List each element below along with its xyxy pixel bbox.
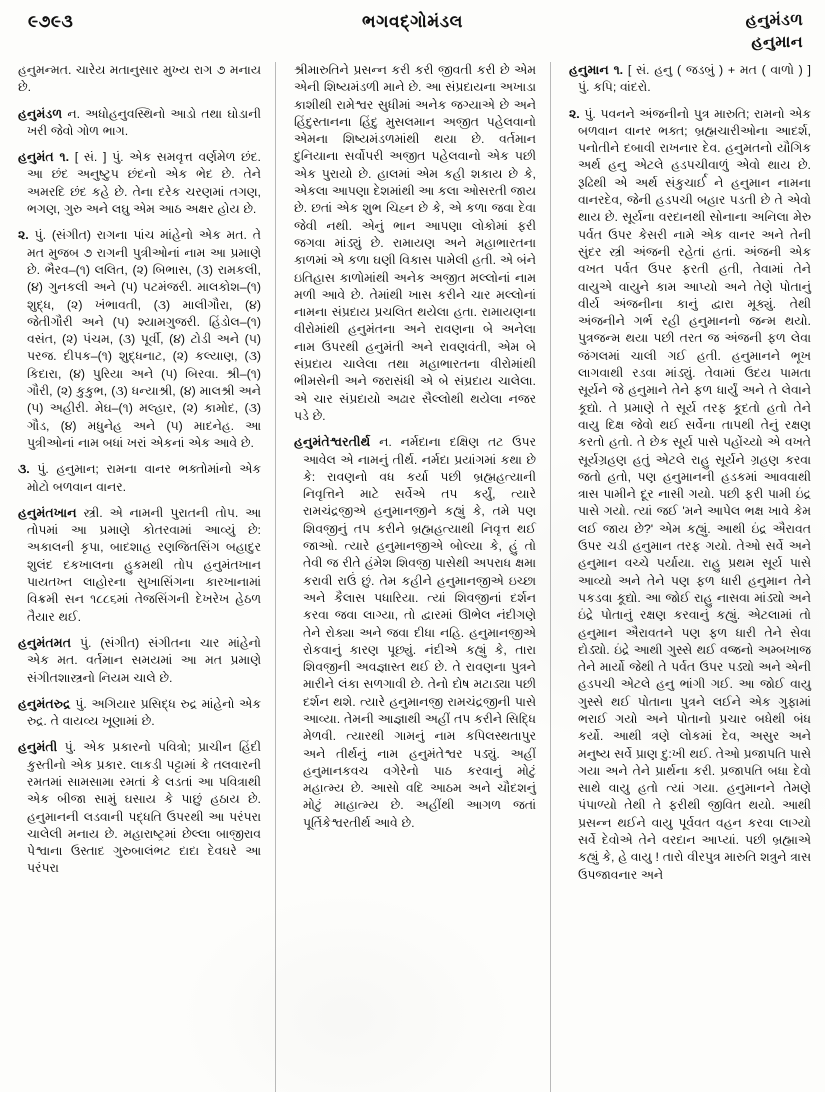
definition-text: અગિયાર પ્રસિદ્ધ રુદ્ર માંહેનો એક રુદ્ર. તે વાયવ્ય ખૂણામાં છે. <box>27 696 261 729</box>
headword: હનુમંડળ <box>18 106 63 121</box>
dictionary-entry <box>18 149 261 218</box>
definition-text: નર્મદાના દક્ષિણ તટ ઉપર આવેલ એ નામનું તીર્થ. નર્મદા પ્રયાંગમાં કથા છે કે: રાવણનો વધ કર્યા પછી બ્રહ્મહત્યાની નિવૃત્તિને માટે સર્વેએ તપ કર્યું, ત્યારે રામચંદ્રજીએ હનુમાનજીને કહ્યું કે, તમે પણ શિવજીનું તપ કરીને બ્રહ્મહત્યાથી નિવૃત્ત થઈ જાઓ. ત્યારે હનુમાનજીએ બોલ્યા કે, હું તો તેવી જ રીતે હંમેશ શિવજી પાસેથી અપરાધ ક્ષમા કરાવી રાઉં છું. તેમ કહીને હનુમાનજીએ ઇચ્છા અને કૈલાસ પધારિયા. ત્યાં શિવજીનાં દર્શન કરવા જવા લાગ્યા, તો દ્વારમાં ઊભેલ નંદીગણે તેને રોક્યા અને જવા દીધા નહિ. હનુમાનજીએ રોકવાનું કારણ પૂછ્યું. નંદીએ કહ્યું કે, તારા શિવજીની અવજ્ઞાસ્ત થઈ છે. તે રાવણના પુત્રને મારીને લંકા સળગાવી છે. તેનો દોષ મટાડ્યા પછી દર્શન થશે. ત્યારે હનુમાનજી રામચંદ્રજીની પાસે આવ્યા. તેમની આજ્ઞાથી અહીં તપ કરીને સિદ્ધિ મેળવી. ત્યારથી ગામનું નામ કપિલસ્થતાપુર અને તીર્થનું નામ હનુમંતેશ્વર પડ્યું. અહીં હનુમાનકવચ વગેરેનો પાઠ કરવાનું મોટું મહાત્મ્ય છે. આસો વદિ આઠમ અને ચૌદશનું મોટું માહાત્મ્ય છે. અહીંથી આગળ જતાં પૂર્તિકેશ્વરતીર્થ આવે છે. <box>303 435 536 830</box>
definition-text: એક પ્રકારનો પવિત્રો; પ્રાચીન હિંદી કુસ્તીનો એક પ્રકાર. લાકડી પટ્ટામાં કે તલવારની રમતમાં સામસામા રમતાં કે લડતાં આ પવિત્રાથી એક બીજા સામું ઘસાય કે પાછું હઠાય છે. હનુમાનની લડવાની પદ્ધતિ ઉપરથી આ પરંપરા ચાલેલી મનાય છે. મહારાષ્ટ્રમાં છેલ્લા બાજીરાવ પેશ્વાના ઉસ્તાદ ગુરુબાલંભટ દાદા દેવઘરે આ પરંપરા <box>27 740 261 876</box>
grammar-tag: પું. <box>34 228 47 243</box>
paragraph-continuation: હનુમન્મત. ચારેય મતાનુસાર મુખ્ય રાગ ૭ મનાય છે. <box>18 63 261 95</box>
dictionary-entry <box>18 739 261 877</box>
definition-text: એ નામની પુરાતની તોપ. આ તોપમાં આ પ્રમાણે કોતરવામાં આવ્યું છે: અકાલની કૃપા, બાદશાહ રણજિતસિંગ બહાદુર શુલંદ દકખાલના હુકમથી તોપ હનુમંતખાન પાયતખ્ત લાહોરના સુખાસિંગના કારખાનામાં વિક્રમી સન ૧૮૮૬માં તેજસિંગની દેખરેખ હેઠળ તૈયાર થઈ. <box>27 505 261 624</box>
subject-qualifier: (સંગીત) <box>100 635 140 650</box>
definition-text: અધોહનુવસ્થિનો આડો તથા ઘોડાની ખરી જેવો ગોળ ભાગ. <box>27 106 261 138</box>
definition-text: રાગના પાંચ માંહેનો એક મત. તે મત મુજબ ૭ રાગની પુત્રીઓનાં નામ આ પ્રમાણે છે. ભૈરવ–(૧) લલિત, (૨) બિભાસ, (૩) રામકલી, (૪) ગુનકલી અને (૫) પટમંજરી. માલકોશ–(૧) શુદ્ધ, (૨) ખંભાવતી, (૩) માલીગૌરા, (૪) જેતીગૌરી અને (૫) શ્યામગુજરી. હિંડોલ–(૧) વસંત, (૨) પંચમ, (૩) પૂર્વી, (૪) ટોડી અને (૫) પરજ. દીપક–(૧) શુદ્ધનાટ, (૨) કલ્યાણ, (૩) કિદારા, (૪) પુરિયા અને (૫) બિરવા. શ્રી–(૧) ગૌરી, (૨) કુકુભ, (૩) ધન્યાશ્રી, (૪) માલશ્રી અને (૫) અહીરી. મેઘ–(૧) મલ્હાર, (૨) કામોદ, (૩) ગૌડ, (૪) મધુનેહ અને (૫) માદનેહ. આ પુત્રીઓનાં નામ બધાં ખરાં એકનાં એક આવે છે. <box>27 228 261 450</box>
page-bottom-margin <box>0 1092 825 1106</box>
headword: હનુમંતી <box>18 740 58 755</box>
column-left <box>0 62 275 1102</box>
grammar-tag: પું. <box>37 462 49 477</box>
definition-text: એક સમવૃત્ત વર્ણમેળ છંદ. આ છંદ અનુષ્ટુપ છંદનો એક ભેદ છે. તેને અમરદિ છંદ કહે છે. તેના દરેક ચરણમાં તગણ, ભગણ, ગુરુ અને લઘુ એમ આઠ અક્ષર હોય છે. <box>27 150 262 217</box>
definition-text: સંગીતના ચાર માંહેનો એક મત. વર્તમાન સમયમાં આ મત પ્રમાણે સંગીતશાસ્ત્રનો નિયમ ચાલે છે. <box>27 635 262 685</box>
grammar-tag: પું. <box>75 696 87 711</box>
definition-text: હનુમાન; રામના વાનર ભક્તોમાંનો એક મોટો બળવાન વાનર. <box>27 462 262 494</box>
guide-word-second: હનુમાન <box>751 33 803 51</box>
etymology: [ સં. ] <box>74 150 107 165</box>
guide-words <box>746 10 803 53</box>
guide-word-first: હનુમંડળ <box>745 12 803 29</box>
dictionary-sense <box>18 461 261 496</box>
dictionary-entry <box>294 434 536 832</box>
headword: હનુમંતરુદ્ર <box>18 696 71 711</box>
dictionary-entry <box>18 635 261 687</box>
etymology: [ સં. હનુ ( જડબું ) + મત ( વાળો ) ] <box>627 63 811 77</box>
sense-number: ૩. <box>18 462 30 477</box>
grammar-tag: પું. <box>112 150 124 165</box>
definition-text: પવનને અંજનીનો પુત્ર મારુતિ; રામનો એક બળવાન વાનર ભક્ત; બ્રહ્મચારીઓના આદર્શ, પનોતીને દબાવી રાખનાર દેવ. હનુમતનો યૌગિક અર્થ હનુ એટલે હડપચીવાળું એવો થાય છે. રૂઢિથી એ અર્થ સંકુચાર્ઈ ને હનુમાન નામના વાનરદેવ, જેની હડપચી બહાર પડતી છે તે એવો થાય છે. સૂર્યના વરદાનથી સોનાના અનિલા મેરુ પર્વત ઉપર કેસરી નામે એક વાનર અને તેની સુંદર સ્ત્રી અંજની રહેતાં હતાં. અંજની એક વખત પર્વત ઉપર ફરતી હતી, તેવામાં તેને વાયુએ વાયુને કામ આપ્યો અને તેણે પોતાનું વીર્ય અંજનીના કાનું દ્વારા મૂક્યું. તેથી અંજનીને ગર્ભ રહી હનુમાનનો જન્મ થયો. પુત્રજન્મ થયા પછી તરત જ અંજની ફળ લેવા જંગલમાં ચાલી ગઈ હતી. હનુમાનને ભૂખ લાગવાથી રડવા માંડ્યું. તેવામાં ઉદય પામતા સૂર્યને જે હનુમાને તેને ફળ ધાર્યું અને તે લેવાને કૂદ્યો. તે પ્રમાણે તે સૂર્ય તરફ કૂદતો હતો તેને વાયુ દિક્ષ જેવો થઈ સર્વેના તાપથી તેનું રક્ષણ કરતો હતો. તે છેક સૂર્ય પાસે પહોંચ્યો એ વખતે સૂર્યગ્રહણ હતું એટલે રાહુ સૂર્યને ગ્રહણ કરવા જતો હતો, પણ હનુમાનની હડકમાં આવવાથી ત્રાસ પામીને દૂર નાસી ગયો. પછી ફરી પામી ઇંદ્ર પાસે ગયો. ત્યાં જઈ 'મને આપેલ ભક્ષ ખાવે કેમ લઈ જાય છે?' એમ કહ્યું. આથી ઇંદ્ર ઐરાવત ઉપર ચડી હનુમાન તરફ ગયો. તેઓ સર્વે અને હનુમાન વચ્ચે પર્યાયા. રાહુ પ્રથમ સૂર્ય પાસે આવ્યો અને તેને પણ ફળ ધારી હનુમાન તેને પકડવા કૂદ્યો. આ જોઈ રાહુ નાસવા માંડ્યો અને ઇંદ્રે પોતાનું રક્ષણ કરવાનું કહ્યું. એટલામાં તો હનુમાન ઐરાવતને પણ ફળ ધારી તેને સેવા દોડ્યો. ઇંદ્રે આથી ગુસ્સે થઈ વજ્રનો અમ્બખાજ તેને માર્યો જેથી તે પર્વત ઉપર પડ્યો અને એની હડપચી એટલે હનુ ભાંગી ગઈ. આ જોઈ વાયુ ગુસ્સે થઈ પોતાના પુત્રને લઈને એક ગુફામાં ભરાઈ ગયો અને પોતાનો પ્રચાર બધેથી બંધ કર્યો. આથી ત્રણે લોકમાં દેવ, અસુર અને મનુષ્ય સર્વે પ્રાણ દુ:ખી થઈ. તેઓ પ્રજાપતિ પાસે ગયા અને તેને પ્રાર્થના કરી. પ્રજાપતિ બધા દેવો સાથે વાયુ હતો ત્યાં ગયા. હનુમાનને તેમણે પંપાળ્યો તેથી તે ફરીથી જીવિત થયો. આથી પ્રસન્ન થઈને વાયુ પૂર્વવત વહન કરવા લાગ્યો સર્વે દેવોએ તેને વરદાન આપ્યાં. પછી બ્રહ્માએ કહ્યું કે, હે વાયુ ! તારો વીરપુત્ર મારુતિ શત્રુને ત્રાસ ઉપજાવનાર અને <box>578 106 811 882</box>
grammar-tag: પું. <box>578 80 590 95</box>
text-columns <box>0 62 825 1102</box>
headword: હનુમંતખાન <box>18 505 77 520</box>
grammar-tag: ન. <box>379 435 392 450</box>
grammar-tag: પું. <box>584 106 596 121</box>
dictionary-entry <box>18 505 261 626</box>
book-title: ભગવદ્ગોમંડલ <box>362 12 463 31</box>
headword: હનુમંતેશ્વરતીર્થ <box>294 435 371 450</box>
dictionary-entry <box>18 106 261 141</box>
grammar-tag: ન. <box>67 106 81 121</box>
column-middle <box>275 62 550 1102</box>
grammar-tag: પું. <box>79 635 92 650</box>
dictionary-entry <box>569 62 811 97</box>
subject-qualifier: (સંગીત) <box>51 228 91 243</box>
paragraph-continuation: શ્રીમારુતિને પ્રસન્ન કરી કરી જીવતી કરી છે એમ એની શિષ્યમંડળી માને છે. આ સંપ્રદાયના અખાડા કાશીથી રામેશ્વર સુધીમાં અનેક જગ્યાએ છે અને હિંદુસ્તાનના હિંદુ મુસલમાન અજીત પહેલવાનો એમના શિષ્યમંડળમાંથી થયા છે. વર્તમાન દુનિયાના સર્વોપરી અજીત પહેલવાનો એક પછી એક પુરાયો છે. હાલમાં એમ કહી શકાય છે કે, એકલા આપણા દેશમાંથી આ કલા ઓસરતી જાય છે. છતાં એક શુભ ચિહ્ન છે કે, એ કળા જવા દેવા જેવી નથી. એનું ભાન આપણા લોકોમાં ફરી જગવા માંડ્યું છે. રામાયણ અને મહાભારતના કાળમાં એ કળા ઘણી વિકાસ પામેલી હતી. એ બંને ઇતિહાસ કાળોમાંથી અનેક અજીત મલ્લોનાં નામ મળી આવે છે. તેમાંથી ખાસ કરીને ચાર મલ્લોનાં નામના સંપ્રદાય પ્રચલિત થયેલા હતા. રામાયણના વીરોમાંથી હનુમંતના અને રાવણના બે અનેલા નામ ઉપરથી હનુમંતી અને રાવણવંતી, એમ બે સંપ્રદાય ચાલેલા તથા મહાભારતના વીરોમાંથી ભીમસેની અને જરાસંધી એ બે સંપ્રદાય ચાલેલા. એ ચાર સંપ્રદાયો અઢાર સૈલ્લોથી થયેલા નજર પડે છે. <box>294 63 536 423</box>
headword: હનુમંત <box>18 150 54 165</box>
grammar-tag: સ્ત્રી. <box>83 505 103 520</box>
sense-number: ૧. <box>613 63 624 77</box>
column-right <box>550 62 825 1102</box>
page-folio-number: ૯૭૯૩ <box>28 12 74 31</box>
dictionary-sense <box>18 227 261 452</box>
dictionary-sense <box>569 106 811 884</box>
sense-number: ૨. <box>18 228 29 243</box>
sense-number: ૧. <box>59 150 70 165</box>
headword: હનુમાન <box>569 63 609 77</box>
dictionary-entry <box>18 696 261 731</box>
definition-text: કપિ; વાંદરો. <box>593 80 651 95</box>
headword: હનુમંતમત <box>18 635 72 650</box>
running-head <box>0 8 825 60</box>
sense-number: ૨. <box>569 106 580 121</box>
grammar-tag: પું. <box>64 740 77 755</box>
